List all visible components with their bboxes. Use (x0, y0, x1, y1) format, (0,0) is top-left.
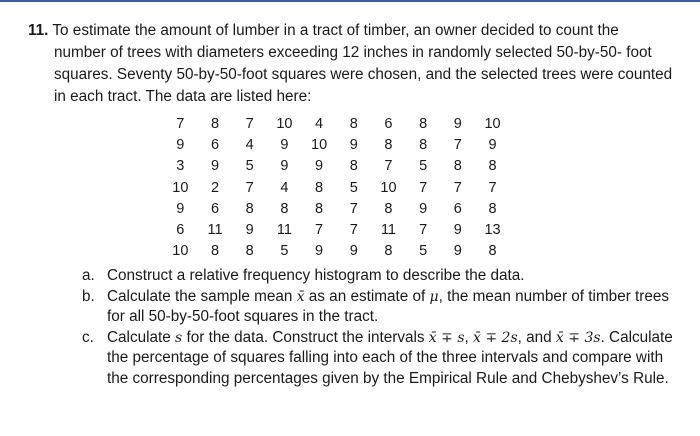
data-cell: 9 (349, 243, 358, 260)
data-cell: 5 (349, 179, 358, 196)
data-cell: 11 (380, 222, 396, 239)
part-a-label: a. (82, 267, 95, 284)
data-cell: 3 (176, 158, 185, 175)
part-b-label: b. (82, 287, 95, 305)
data-cell: 8 (488, 200, 497, 217)
data-row (163, 177, 510, 198)
data-cell: 9 (315, 158, 324, 175)
data-cell: 7 (245, 179, 254, 196)
data-cell: 7 (245, 115, 254, 132)
data-cell: 7 (488, 179, 497, 196)
data-cell: 4 (245, 136, 254, 153)
interval-1: x̄ ∓ s (428, 329, 465, 346)
part-b-text-2: as an estimate of (304, 287, 430, 305)
part-b-line-2: for all 50-by-50-foot squares in the tract. (107, 308, 379, 326)
data-row (163, 241, 510, 262)
data-cell: 7 (176, 115, 185, 132)
data-cell: 8 (384, 243, 393, 260)
part-b (82, 287, 682, 328)
data-row (163, 156, 510, 177)
part-a (82, 266, 682, 287)
data-cell: 8 (419, 115, 428, 132)
question-line-3: squares. Seventy 50-by-50-foot squares were chosen, and the selected trees were counted (54, 66, 673, 83)
data-cell: 9 (419, 200, 428, 217)
interval-3: x̄ ∓ 3s (555, 329, 601, 346)
part-c-line-2: the percentage of squares falling into each of the three intervals and compare with (107, 349, 664, 367)
data-cell: 7 (349, 222, 358, 239)
part-c-text-1: Calculate (107, 328, 176, 346)
data-cell: 8 (488, 158, 497, 175)
data-row (163, 113, 510, 134)
data-cell: 9 (280, 136, 289, 153)
data-cell: 6 (384, 115, 393, 132)
xbar-symbol: x̄ (296, 288, 305, 305)
part-a-text: Construct a relative frequency histogram to describe the data. (107, 267, 525, 284)
data-row (163, 198, 510, 219)
data-cell: 11 (207, 222, 223, 239)
data-row (163, 219, 510, 240)
question-line-2: number of trees with diameters exceeding 12 inches in randomly selected 50-by-50- foot (54, 44, 652, 61)
data-cell: 9 (176, 136, 185, 153)
data-cell: 8 (419, 136, 428, 153)
data-cell: 5 (419, 158, 428, 175)
data-cell: 8 (384, 200, 393, 217)
data-cell: 9 (453, 115, 462, 132)
data-cell: 11 (276, 222, 292, 239)
data-cell: 10 (311, 136, 328, 153)
data-cell: 7 (384, 158, 393, 175)
data-table (163, 113, 510, 262)
data-cell: 7 (419, 222, 428, 239)
data-cell: 7 (315, 222, 324, 239)
data-cell: 8 (488, 243, 497, 260)
data-cell: 8 (315, 200, 324, 217)
data-cell: 10 (380, 179, 397, 196)
data-cell: 9 (280, 158, 289, 175)
data-cell: 8 (210, 243, 220, 260)
data-cell: 7 (453, 136, 462, 153)
part-c-sep-2: , and (517, 328, 556, 346)
question-line-1: To estimate the amount of lumber in a tract of timber, an owner decided to count the (52, 22, 619, 39)
question-parts (82, 266, 682, 390)
question-line-4: in each tract. The data are listed here: (54, 88, 312, 105)
data-cell: 7 (349, 200, 358, 217)
data-cell: 6 (176, 222, 185, 239)
data-cell: 5 (280, 243, 289, 260)
part-b-text-3: , the mean number of timber trees (438, 287, 670, 305)
data-cell: 6 (210, 136, 220, 153)
part-b-text-1: Calculate the sample mean (107, 287, 297, 305)
data-cell: 10 (484, 115, 501, 132)
data-cell: 8 (315, 179, 324, 196)
data-cell: 10 (276, 115, 293, 132)
question-statement (28, 20, 678, 108)
data-cell: 9 (349, 136, 358, 153)
data-cell: 9 (453, 243, 462, 260)
data-cell: 6 (453, 200, 462, 217)
part-c-text-3: . Calculate (600, 328, 673, 346)
data-cell: 10 (172, 243, 189, 260)
part-c-label: c. (82, 328, 94, 346)
data-cell: 9 (210, 158, 220, 175)
data-cell: 8 (349, 158, 358, 175)
data-cell: 4 (280, 179, 289, 196)
data-cell: 8 (453, 158, 462, 175)
data-cell: 8 (245, 200, 254, 217)
top-divider (0, 0, 700, 2)
data-cell: 2 (210, 179, 220, 196)
data-cell: 9 (245, 222, 254, 239)
part-c-text-2: for the data. Construct the intervals (182, 328, 429, 346)
part-c (82, 328, 682, 390)
data-cell: 8 (349, 115, 358, 132)
data-cell: 9 (488, 136, 497, 153)
part-c-sep-1: , (464, 328, 474, 346)
data-cell: 5 (245, 158, 254, 175)
data-cell: 9 (315, 243, 324, 260)
data-cell: 9 (176, 200, 185, 217)
question-number: 11. (28, 22, 49, 39)
data-cell: 7 (419, 179, 428, 196)
data-cell: 8 (280, 200, 289, 217)
data-cell: 8 (245, 243, 254, 260)
mu-symbol: μ (429, 288, 439, 305)
data-cell: 7 (453, 179, 462, 196)
part-c-line-3: the corresponding percentages given by the Empirical Rule and Chebyshev’s Rule. (107, 369, 669, 387)
data-cell: 10 (172, 179, 189, 196)
data-cell: 6 (210, 200, 220, 217)
data-row (163, 134, 510, 155)
interval-2: x̄ ∓ 2s (473, 329, 518, 346)
s-symbol: s (175, 329, 183, 346)
data-cell: 13 (484, 222, 501, 239)
data-cell: 5 (419, 243, 428, 260)
data-cell: 8 (384, 136, 393, 153)
data-cell: 9 (453, 222, 462, 239)
data-cell: 8 (210, 115, 220, 132)
data-cell: 4 (315, 115, 324, 132)
